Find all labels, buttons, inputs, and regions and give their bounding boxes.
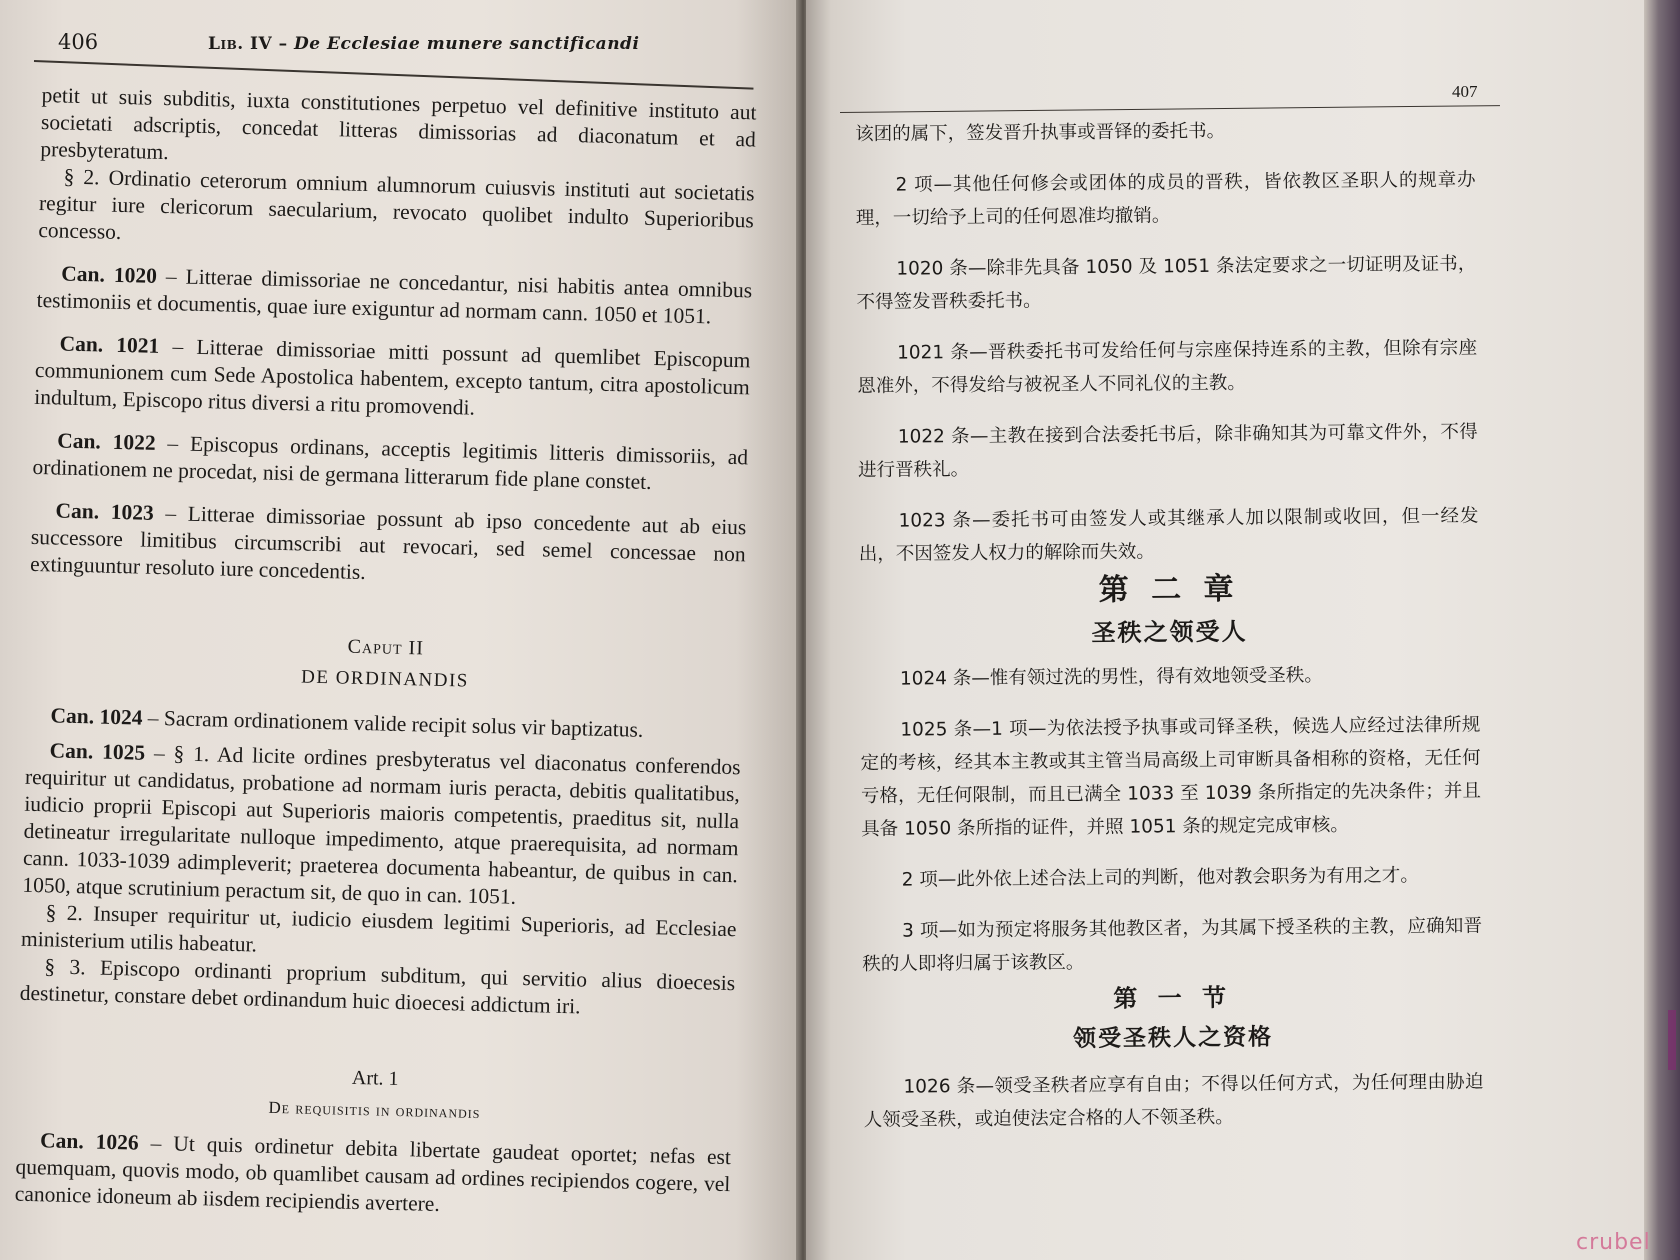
caput-title: DE ORDINANDIS — [300, 666, 470, 692]
canon-1025-text: – § 1. Ad licite ordines presbyteratus vel diaconatus conferendos requiritur ut candidatus, probatione ad normam iuris peracta, debitis qualitatibus, iudicio proprii Episcopi aut Superioris maioris competentis, praeditus sit, nulla detineatur irregularitate nulloque impedimento, atque praerequisita, ad normam cann. 1033-1039 adimpleverit; praeterea documenta habeantur, de quibus in can. 1050, atque scrutinium peractum sit, de quo in can. 1051. — [22, 740, 741, 909]
canon-1022 — [32, 427, 748, 498]
zh-paragraph-section-2: 2 项—其他任何修会或团体的成员的晋秩，皆依教区圣职人的规章办理，一切给予上司的任何恩准均撤销。 — [855, 169, 1476, 229]
book-edge-marker — [1668, 1010, 1676, 1070]
zh-canon-1025-section-2: 2 项—此外依上述合法上司的判断，他对教会职务为有用之才。 — [901, 865, 1419, 891]
article-heading: Art. 1 — [351, 1066, 399, 1091]
zh-canon-1021: 1021 条—晋秩委托书可发给任何与宗座保持连系的主教，但除有宗座恩准外，不得发给与被祝圣人不同礼仪的主教。 — [857, 337, 1478, 397]
canon-1022-label: Can. 1022 — [56, 428, 156, 455]
canon-1021-text: – Litterae dimissoriae mitti possunt ad quemlibet Episcopum communionem cum Sede Apostolica habentem, excepto tantum, citra apostolicum indultum, Episcopo ritus diversi a ritu promovendi. — [34, 333, 751, 420]
canon-1025 — [22, 737, 741, 916]
canon-1022-text: – Episcopus ordinans, acceptis legitimis litteris dimissoriis, ad ordinationem ne procedat, nisi de germana litterarum fide plane constet. — [32, 430, 749, 495]
zh-canon-1026: 1026 条—领受圣秩者应享有自由；不得以任何方式，为任何理由胁迫人领受圣秩，或迫使法定合格的人不领圣秩。 — [863, 1071, 1484, 1131]
watermark: crubel — [1576, 1230, 1651, 1255]
zh-canon-1020: 1020 条—除非先具备 1050 及 1051 条法定要求之一切证明及证书，不得签发晋秩委托书。 — [856, 253, 1477, 313]
running-head-sep: – — [272, 34, 295, 54]
zh-canon-1023: 1023 条—委托书可由签发人或其继承人加以限制或收回，但一经发出，不因签发人权力的解除而失效。 — [858, 505, 1479, 565]
canon-1026-text: – Ut quis ordinetur debita libertate gaudeat oportet; nefas est quemquam, quovis modo, ob quamlibet causam ad ordines recipiendos cogere, vel canonice idoneum ab iisdem recipiendis avertere. — [14, 1130, 732, 1217]
zh-canon-1025-section-3: 3 项—如为预定将服务其他教区者，为其属下授圣秩的主教，应确知晋秩的人即将归属于该教区。 — [862, 915, 1483, 975]
canon-1021-label: Can. 1021 — [59, 331, 160, 358]
paragraph-section-2: § 2. Ordinatio ceterorum omnium alumnorum cuiusvis instituti aut societatis regitur iure clericorum saecularium, revocato quolibet indulto Superioribus concesso. — [38, 164, 755, 244]
canon-1026-label: Can. 1026 — [39, 1128, 139, 1155]
canon-1020-label: Can. 1020 — [61, 261, 158, 288]
running-head-title: De Ecclesiae munere sanctificandi — [294, 34, 640, 54]
left-running-head — [208, 34, 639, 54]
left-page-number: 406 — [58, 30, 99, 54]
canon-1023 — [30, 497, 747, 595]
zh-chapter-heading: 第 二 章 — [1098, 571, 1240, 608]
canon-1021 — [34, 330, 751, 428]
canon-1025-label: Can. 1025 — [49, 738, 146, 765]
left-page-header — [58, 30, 778, 60]
zh-canon-1025: 1025 条—1 项—为依法授予执事或司铎圣秩，候选人应经过法律所规定的考核，经其本主教或其主管当局高级上司审断具备相称的资格，无任何亏格，无任何限制，而且已满全 1033 至 1039 条所指定的先决条件；并且具备 1050 条所指的证件，并照 1051 条的规定完成审核。 — [860, 714, 1481, 840]
caput-heading: Caput II — [347, 635, 425, 660]
article-title: De requisitis in ordinandis — [268, 1097, 481, 1123]
zh-section-heading: 第 一 节 — [1113, 983, 1233, 1013]
canon-1024-text: – Sacram ordinationem valide recipit solus vir baptizatus. — [142, 705, 644, 742]
zh-paragraph-continuation: 该团的属下，签发晋升执事或晋铎的委托书。 — [855, 120, 1226, 145]
paragraph-continuation: petit ut suis subditis, iuxta constitutiones perpetuo vel definitive instituto aut societati adscriptis, concedat litteras dimissorias ad diaconatum et ad presbyteratum. — [40, 82, 757, 165]
zh-canon-1024: 1024 条—惟有领过洗的男性，得有效地领受圣秩。 — [899, 664, 1323, 690]
canon-1025-section-3: § 3. Episcopo ordinanti proprium subditum, qui servitio alius dioecesis destinetur, constare debet ordinandum huic dioecesi addictum iri. — [19, 954, 736, 1019]
running-head-lib: Lib. IV — [208, 34, 273, 54]
zh-chapter-title: 圣秩之领受人 — [1091, 617, 1248, 647]
left-page-body — [14, 82, 756, 1225]
canon-1020-text: – Litterae dimissoriae ne concedantur, nisi habitis antea omnibus testimoniis et documentis, quae iure exiguntur ad normam cann. 1050 et 1051. — [36, 263, 753, 329]
zh-section-title: 领受圣秩人之资格 — [1072, 1024, 1274, 1053]
book-edge — [1644, 0, 1680, 1260]
canon-1020 — [36, 260, 752, 331]
zh-canon-1022: 1022 条—主教在接到合法委托书后，除非确知其为可靠文件外，不得进行晋秩礼。 — [857, 421, 1478, 481]
canon-1025-section-2: § 2. Insuper requiritur ut, iudicio eiusdem legitimi Superioris, ad Ecclesiae ministerium utilis habeatur. — [20, 900, 737, 957]
right-page-body — [855, 113, 1484, 1137]
canon-1023-label: Can. 1023 — [55, 498, 155, 525]
right-page-number: 407 — [1452, 82, 1478, 101]
canon-1023-text: – Litterae dimissoriae possunt ab ipso concedente aut ab eius successore limitibus circumscribi aut revocari, sed semel concessae non extinguuntur resoluto iure concedentis. — [29, 500, 747, 585]
canon-1024-label: Can. 1024 — [50, 703, 143, 730]
